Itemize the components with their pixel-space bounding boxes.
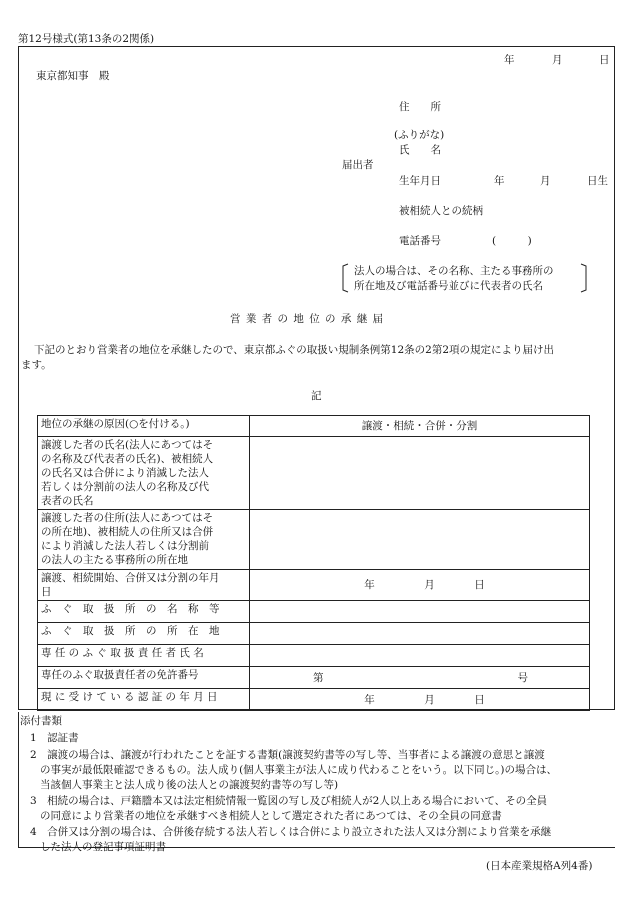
cert-date-label: 現 に 受 け て い る 認 証 の 年 月 日	[38, 689, 250, 711]
manager-name-label: 専 任 の ふ ぐ 取 扱 責 任 者 氏 名	[38, 645, 250, 667]
table-row	[38, 667, 590, 689]
footer-note: (日本産業規格A列4番)	[486, 860, 593, 872]
birth-month: 月	[540, 175, 551, 187]
date-month: 月	[552, 54, 563, 66]
license-number-value[interactable]: 第 号	[250, 667, 590, 689]
attachment-item-3-line-2: の同意により営業者の地位を承継すべき相続人として選定された者にあつては、その全員の同意書	[40, 810, 502, 822]
succession-table	[37, 415, 590, 711]
applicant-label: 届出者	[342, 159, 374, 171]
date-day: 日	[599, 54, 610, 66]
ki-marker: 記	[311, 390, 322, 402]
phone-paren: ( )	[492, 235, 532, 247]
relation-label: 被相続人との続柄	[399, 205, 483, 217]
cause-value: 譲渡・相続・合併・分割	[250, 416, 590, 437]
transferor-name-value[interactable]	[250, 437, 590, 510]
name-label: 氏 名	[399, 144, 441, 156]
cause-label: 地位の承継の原因(○を付ける。)	[38, 416, 250, 437]
address-label: 住 所	[399, 101, 441, 113]
birth-day: 日生	[587, 175, 608, 187]
document-title: 営 業 者 の 地 位 の 承 継 届	[230, 313, 385, 325]
table-row	[38, 510, 590, 570]
table-row	[38, 623, 590, 645]
transferor-address-value[interactable]	[250, 510, 590, 570]
table-row	[38, 689, 590, 711]
facility-address-value[interactable]	[250, 623, 590, 645]
date-year: 年	[504, 54, 515, 66]
table-row	[38, 416, 590, 437]
cert-date-value[interactable]: 年 月 日	[250, 689, 590, 711]
transferor-name-label: 譲渡した者の氏名(法人にあつてはそ の名称及び代表者の氏名)、被相続人 の氏名又は合併により消滅した法人 若しくは分割前の法人の名称及び代 表者の氏名	[38, 437, 250, 510]
birth-year: 年	[494, 175, 505, 187]
succession-date-label: 譲渡、相続開始、合併又は分割の年月 日	[38, 570, 250, 601]
attachments-heading: 添付書類	[20, 715, 62, 727]
attachment-item-4-line-1: 4 合併又は分割の場合は、合併後存続する法人若しくは合併により設立された法人又は分割により営業を承継	[30, 826, 552, 838]
attachment-item-1: 1 認証書	[30, 732, 79, 744]
table-row	[38, 645, 590, 667]
body-text-line-1: 下記のとおり営業者の地位を承継したので、東京都ふぐの取扱い規制条例第12条の2第2項の規定により届け出	[34, 344, 555, 356]
phone-label: 電話番号	[399, 235, 441, 247]
addressee: 東京都知事 殿	[36, 70, 110, 82]
manager-name-value[interactable]	[250, 645, 590, 667]
facility-address-label: ふ ぐ 取 扱 所 の 所 在 地	[38, 623, 250, 645]
corp-note-line-2: 所在地及び電話番号並びに代表者の氏名	[354, 280, 543, 292]
attachment-item-2-line-2: の事実が最低限確認できるもの。法人成り(個人事業主が法人に成り代わることをいう。以下同じ。)の場合は、	[40, 764, 558, 776]
table-row	[38, 437, 590, 510]
facility-name-value[interactable]	[250, 601, 590, 623]
attachment-item-2-line-3: 当該個人事業主と法人成り後の法人との譲渡契約書等の写し等)	[40, 779, 339, 791]
body-text-line-2: ます。	[21, 359, 52, 371]
attachment-item-4-line-2: した法人の登記事項証明書	[40, 841, 166, 853]
attachment-item-3-line-1: 3 相続の場合は、戸籍謄本又は法定相続情報一覧図の写し及び相続人が2人以上ある場合において、その全員	[30, 795, 548, 807]
attachment-item-2-line-1: 2 譲渡の場合は、譲渡が行われたことを証する書類(譲渡契約書等の写し等、当事者による譲渡の意思と譲渡	[30, 749, 545, 761]
facility-name-label: ふ ぐ 取 扱 所 の 名 称 等	[38, 601, 250, 623]
succession-date-value[interactable]: 年 月 日	[250, 570, 590, 601]
birthdate-label: 生年月日	[399, 175, 441, 187]
furigana-label: (ふりがな)	[394, 129, 445, 141]
license-number-label: 専任のふぐ取扱責任者の免許番号	[38, 667, 250, 689]
form-number: 第12号様式(第13条の2関係)	[18, 33, 155, 45]
table-row	[38, 601, 590, 623]
table-row	[38, 570, 590, 601]
corp-note-line-1: 法人の場合は、その名称、主たる事務所の	[354, 265, 554, 277]
transferor-address-label: 譲渡した者の住所(法人にあつてはそ の所在地)、被相続人の住所又は合併 により消滅した法人若しくは分割前 の法人の主たる事務所の所在地	[38, 510, 250, 570]
